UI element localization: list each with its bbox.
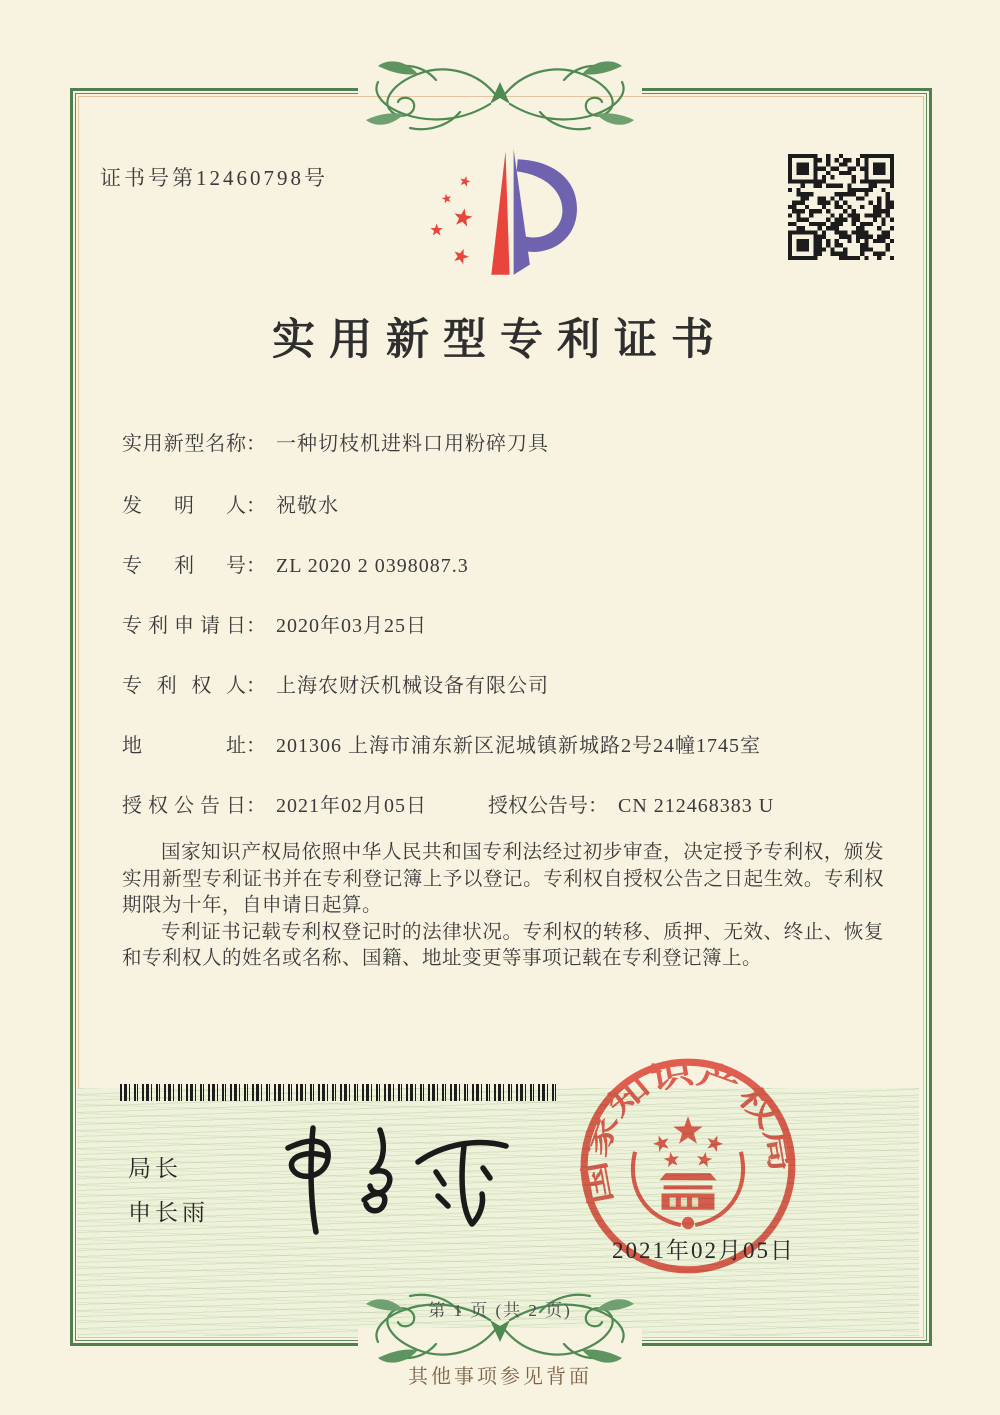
national-emblem-icon bbox=[633, 1116, 743, 1229]
field-value: 2020年03月25日 bbox=[276, 615, 427, 637]
field-label: 授权公告日 bbox=[122, 795, 246, 817]
field-label: 发明人 bbox=[122, 495, 246, 517]
field-row-patentee: 专利权人： 上海农财沃机械设备有限公司 bbox=[122, 669, 922, 698]
top-ornament bbox=[340, 52, 660, 144]
field-value: 上海农财沃机械设备有限公司 bbox=[276, 675, 549, 697]
field-label: 专利申请日 bbox=[122, 615, 246, 637]
field-label: 地址 bbox=[122, 735, 246, 757]
field-value: 201306 上海市浦东新区泥城镇新城路2号24幢1745室 bbox=[276, 735, 761, 757]
field-value: ZL 2020 2 0398087.3 bbox=[276, 555, 469, 577]
seal-text: 国家知识产权局 bbox=[578, 1056, 797, 1207]
page-number: 第 1 页 (共 2 页) bbox=[428, 1301, 572, 1320]
qr-code bbox=[788, 154, 894, 260]
field-value: 一种切枝机进料口用粉碎刀具 bbox=[276, 433, 549, 455]
field-row-name: 实用新型名称： 一种切枝机进料口用粉碎刀具 bbox=[122, 427, 922, 456]
cnipa-logo-icon bbox=[420, 143, 588, 295]
field-value: 2021年02月05日 bbox=[276, 795, 427, 817]
field-row-filing-date: 专利申请日： 2020年03月25日 bbox=[122, 609, 922, 638]
field-label: 专利号 bbox=[122, 555, 246, 577]
field-row-patent-number: 专利号： ZL 2020 2 0398087.3 bbox=[122, 549, 922, 578]
field-label: 实用新型名称 bbox=[122, 433, 246, 455]
director-signature-handwriting bbox=[268, 1120, 518, 1242]
field-value: CN 212468383 U bbox=[618, 795, 775, 817]
barcode bbox=[120, 1084, 558, 1101]
legal-paragraph-2: 专利证书记载专利权登记时的法律状况。专利权的转移、质押、无效、终止、恢复和专利权人的姓名或名称、国籍、地址变更等事项记载在专利登记簿上。 bbox=[122, 921, 884, 969]
back-side-note: 其他事项参见背面 bbox=[408, 1366, 592, 1388]
bottom-ornament bbox=[340, 1280, 660, 1372]
certificate-number: 证书号第12460798号 bbox=[100, 166, 328, 190]
field-row-grant-date: 授权公告日： 2021年02月05日 授权公告号： CN 212468383 U bbox=[122, 789, 922, 818]
director-name: 申长雨 bbox=[128, 1200, 209, 1225]
legal-paragraph-1: 国家知识产权局依照中华人民共和国专利法经过初步审查，决定授予专利权，颁发实用新型专利证书并在专利登记簿上予以登记。专利权自授权公告之日起生效。专利权期限为十年，自申请日起算。 bbox=[122, 842, 884, 916]
field-row-inventor: 发明人： 祝敬水 bbox=[122, 489, 922, 518]
field-row-address: 地址： 201306 上海市浦东新区泥城镇新城路2号24幢1745室 bbox=[122, 729, 922, 758]
director-title: 局长 bbox=[128, 1156, 182, 1181]
field-value: 祝敬水 bbox=[276, 495, 339, 517]
field-label: 专利权人 bbox=[122, 675, 246, 697]
field-label: 授权公告号 bbox=[488, 795, 588, 817]
certificate-title: 实用新型专利证书 bbox=[272, 317, 728, 364]
legal-text bbox=[122, 840, 884, 973]
field-grant-number: 授权公告号： CN 212468383 U bbox=[488, 795, 775, 817]
seal-date: 2021年02月05日 bbox=[612, 1238, 795, 1263]
